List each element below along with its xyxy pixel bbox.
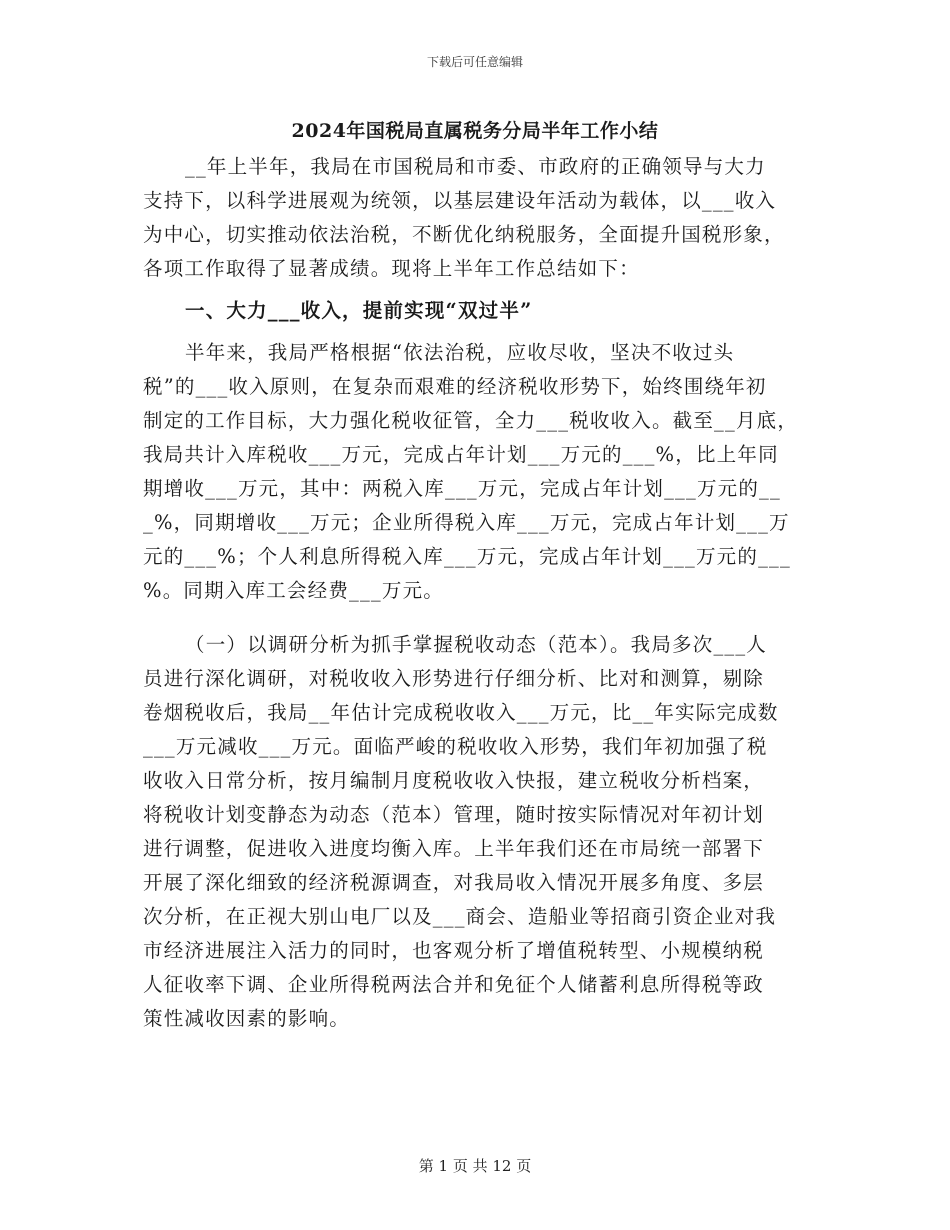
- page-number-footer: 第 1 页 共 12 页: [418, 1157, 532, 1175]
- body-line: 期增收___万元，其中：两税入库___万元，完成占年计划___万元的__: [143, 477, 781, 500]
- body-line: 次分析，在正视大别山电厂以及___商会、造船业等招商引资企业对我: [143, 905, 777, 928]
- page-header-note: 下载后可任意编辑: [426, 55, 523, 69]
- body-line: 支持下，以科学进展观为统领，以基层建设年活动为载体，以___收入: [143, 189, 777, 212]
- body-line: 元的___%；个人利息所得税入库___万元，完成占年计划___万元的___: [143, 545, 791, 568]
- body-line: 策性减收因素的影响。: [143, 1007, 351, 1030]
- body-line: __年上半年，我局在市国税局和市委、市政府的正确领导与大力: [185, 155, 766, 178]
- body-line: _%，同期增收___万元；企业所得税入库___万元，完成占年计划___万: [143, 511, 790, 534]
- body-line: 为中心，切实推动依法治税，不断优化纳税服务，全面提升国税形象，: [143, 223, 785, 246]
- body-line: 税”的___收入原则，在复杂而艰难的经济税收形势下，始终围绕年初: [143, 375, 767, 398]
- body-line: 员进行深化调研，对税收收入形势进行仔细分析、比对和测算，剔除: [143, 667, 765, 690]
- body-line: 人征收率下调、企业所得税两法合并和免征个人储蓄利息所得税等政: [143, 973, 765, 996]
- body-line: 半年来，我局严格根据“依法治税，应收尽收，坚决不收过头: [185, 341, 735, 364]
- body-line: 卷烟税收后，我局__年估计完成税收收入___万元，比__年实际完成数: [143, 701, 779, 724]
- body-line: %。同期入库工会经费___万元。: [143, 579, 444, 602]
- body-line: 各项工作取得了显著成绩。现将上半年工作总结如下：: [143, 257, 640, 280]
- subsection-paragraph-start: （一）以调研分析为抓手掌握税收动态（范本）。我局多次___人: [185, 633, 768, 656]
- document-title: 2024年国税局直属税务分局半年工作小结: [291, 120, 659, 142]
- body-line: 制定的工作目标，大力强化税收征管，全力___税收收入。截至__月底，: [143, 409, 799, 432]
- body-line: 我局共计入库税收___万元，完成占年计划___万元的___%，比上年同: [143, 443, 779, 466]
- body-line: 开展了深化细致的经济税源调查，对我局收入情况开展多角度、多层: [143, 871, 765, 894]
- body-line: ___万元减收___万元。面临严峻的税收收入形势，我们年初加强了税: [143, 735, 768, 758]
- section-heading: 一、大力___收入，提前实现“双过半”: [185, 299, 533, 322]
- body-line: 将税收计划变静态为动态（范本）管理，随时按实际情况对年初计划: [143, 803, 765, 826]
- body-line: 进行调整，促进收入进度均衡入库。上半年我们还在市局统一部署下: [143, 837, 765, 860]
- body-line: 收收入日常分析，按月编制月度税收收入快报，建立税收分析档案，: [143, 769, 765, 792]
- body-line: 市经济进展注入活力的同时，也客观分析了增值税转型、小规模纳税: [143, 939, 765, 962]
